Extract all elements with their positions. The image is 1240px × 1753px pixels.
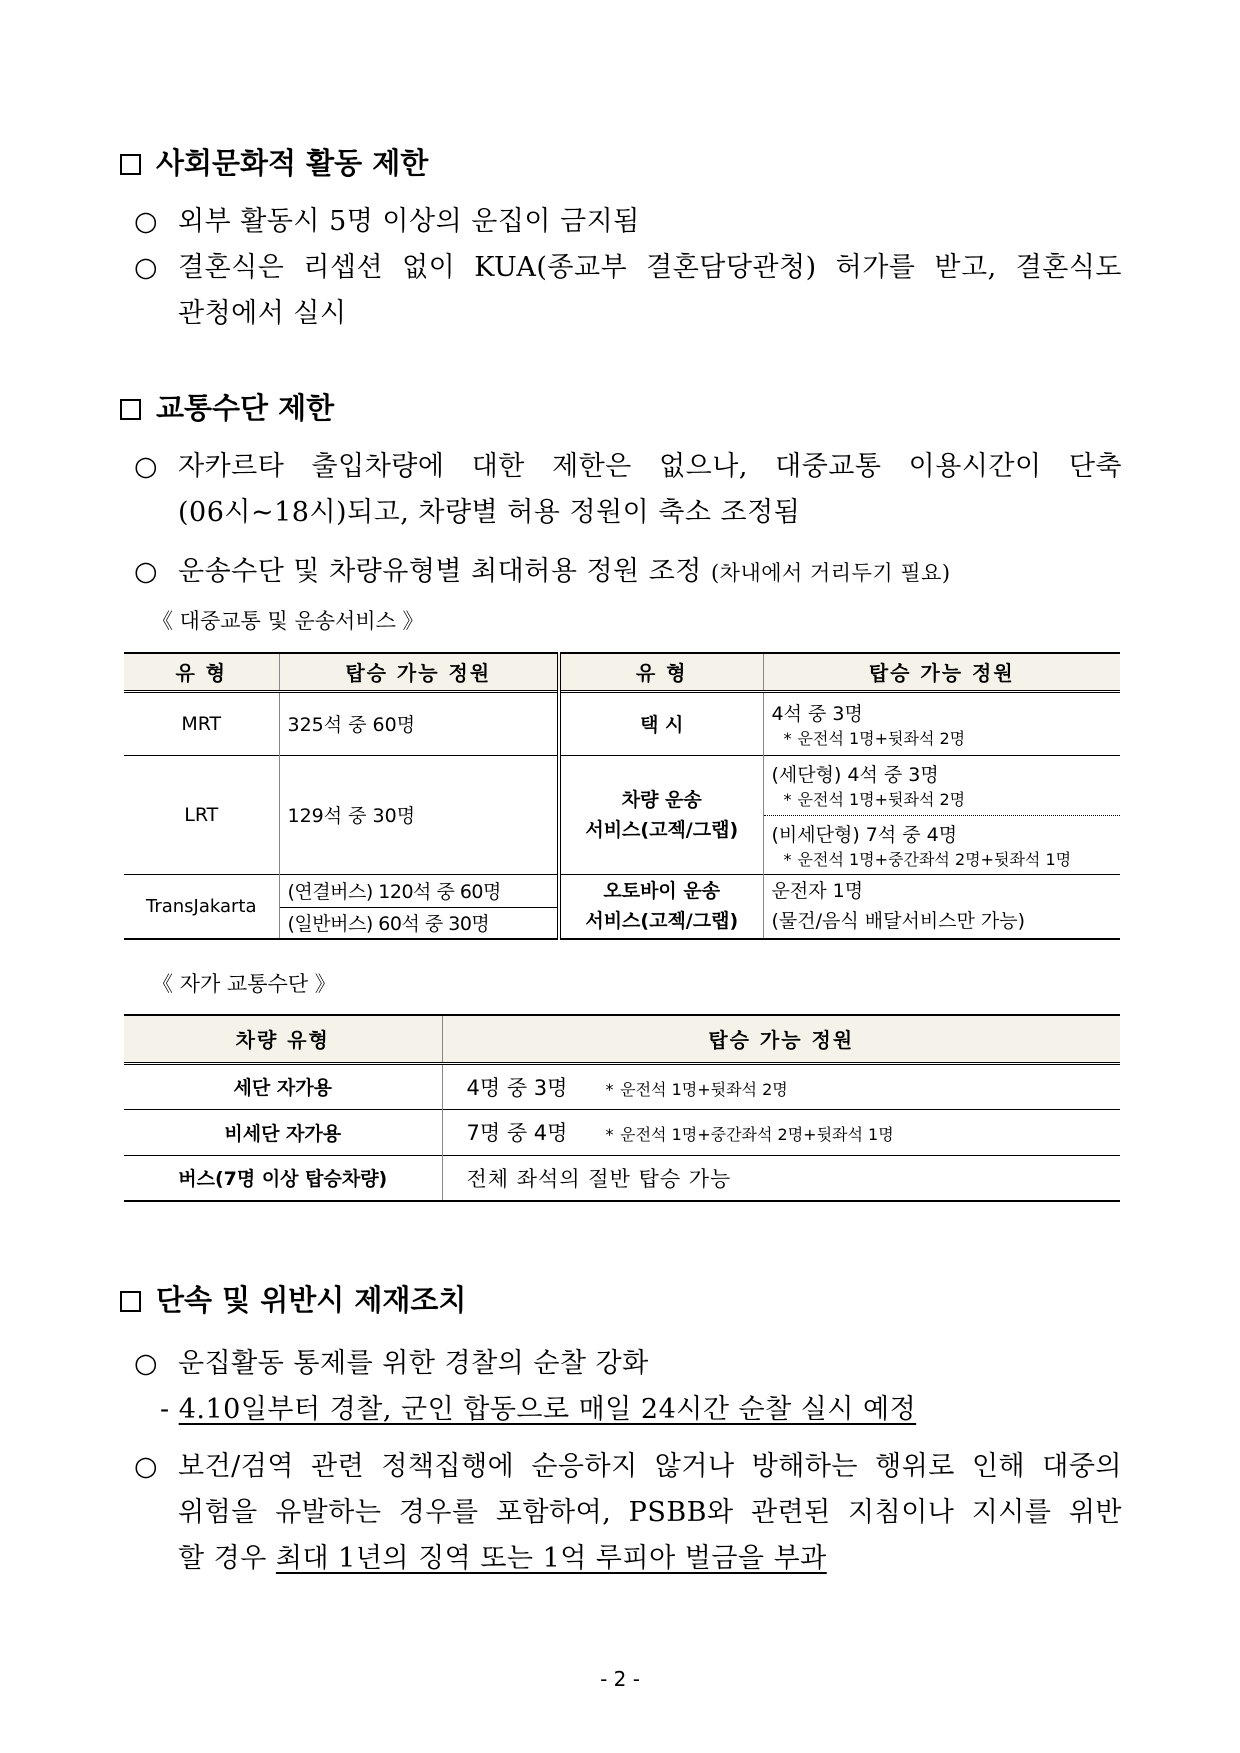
type-cell: TransJakarta xyxy=(124,874,279,939)
checkbox-square-icon xyxy=(120,1291,141,1312)
capacity-note: 운전석 1명+중간좌석 2명+뒷좌석 1명 xyxy=(620,1125,894,1144)
table-row xyxy=(124,1063,1120,1109)
private-transport-title: 《 자가 교통수단 》 xyxy=(152,972,336,996)
section-heading-transport xyxy=(120,388,334,428)
star-marker: * xyxy=(605,1125,614,1144)
bullet-text xyxy=(178,1536,1122,1582)
capacity-note: 운전석 1명+중간좌석 2명+뒷좌석 1명 xyxy=(797,849,1072,869)
bullet-note: (차내에서 거리두기 필요) xyxy=(710,561,951,585)
type-cell: 비세단 자가용 xyxy=(124,1109,442,1155)
header-cell: 유 형 xyxy=(559,653,763,691)
table-header-row xyxy=(124,653,1120,691)
section-heading-social xyxy=(120,143,428,183)
capacity-text: 4석 중 3명 xyxy=(771,702,863,725)
type-cell xyxy=(559,874,763,939)
table-row xyxy=(124,1109,1120,1155)
capacity-text: (세단형) 4석 중 3명 xyxy=(771,764,939,786)
capacity-text: 7명 중 4명 xyxy=(466,1121,568,1145)
table-row xyxy=(124,874,1120,907)
bullet-line: 보건/검역 관련 정책집행에 순응하지 않거나 방해하는 행위로 인해 대중의 xyxy=(178,1451,1122,1482)
bullet-item xyxy=(134,245,1122,337)
capacity-note: 운전석 1명+뒷좌석 2명 xyxy=(620,1079,788,1099)
bullet-line: 결혼식은 리셉션 없이 KUA(종교부 결혼담당관청) 허가를 받고, 결혼식도 xyxy=(178,252,1122,283)
table-row xyxy=(124,1155,1120,1201)
bullet-item xyxy=(134,199,1122,245)
capacity-note: 운전석 1명+뒷좌석 2명 xyxy=(797,728,966,748)
checkbox-square-icon xyxy=(120,399,141,420)
type-text: 서비스(고젝/그랩) xyxy=(585,818,739,841)
bullet-underlined-text: 최대 1년의 징역 또는 1억 루피아 벌금을 부과 xyxy=(275,1543,827,1574)
circle-bullet-icon: ○ xyxy=(134,252,158,283)
bullet-text xyxy=(178,1444,1122,1490)
type-text: 오토바이 운송 xyxy=(603,880,721,903)
capacity-text: 4명 중 3명 xyxy=(466,1075,568,1100)
bullet-text xyxy=(178,490,1122,536)
bullet-text xyxy=(178,245,1122,291)
capacity-cell xyxy=(763,815,1120,874)
bullet-line: 관청에서 실시 xyxy=(178,298,347,329)
private-transport-table xyxy=(124,1014,1120,1202)
bullet-item xyxy=(134,1444,1122,1582)
capacity-cell: 전체 좌석의 절반 탑승 가능 xyxy=(466,1166,732,1191)
bullet-line: 자카르타 출입차량에 대한 제한은 없으나, 대중교통 이용시간이 단축 xyxy=(178,451,1122,482)
section-heading-text: 교통수단 제한 xyxy=(156,391,335,425)
section-heading-text: 단속 및 위반시 제재조치 xyxy=(156,1283,467,1317)
capacity-cell: (일반버스) 60석 중 30명 xyxy=(279,907,559,939)
dash-marker: - xyxy=(160,1394,170,1425)
capacity-cell xyxy=(763,874,1120,939)
bullet-line: 위험을 유발하는 경우를 포함하여, PSBB와 관련된 지침이나 지시를 위반 xyxy=(178,1497,1122,1528)
table-row xyxy=(124,691,1120,755)
bullet-line: 운송수단 및 차량유형별 최대허용 정원 조정 xyxy=(178,556,702,587)
bullet-line: 운집활동 통제를 위한 경찰의 순찰 강화 xyxy=(178,1348,649,1379)
dash-item xyxy=(160,1387,916,1433)
capacity-cell xyxy=(442,1063,1120,1109)
checkbox-square-icon xyxy=(120,154,141,175)
star-marker: * xyxy=(605,1079,614,1099)
header-cell: 차량 유형 xyxy=(124,1015,442,1063)
bullet-item xyxy=(134,1341,1122,1387)
bullet-text xyxy=(178,199,1122,245)
public-transport-table xyxy=(124,652,1120,940)
bullet-item xyxy=(134,549,1122,596)
type-cell: 버스(7명 이상 탑승차량) xyxy=(124,1155,442,1201)
capacity-text: (비세단형) 7석 중 4명 xyxy=(771,823,958,846)
bullet-text xyxy=(178,1490,1122,1536)
type-text: 차량 운송 xyxy=(621,788,702,811)
public-transport-title: 《 대중교통 및 운송서비스 》 xyxy=(152,609,424,633)
circle-bullet-icon: ○ xyxy=(134,1451,158,1482)
bullet-item xyxy=(134,444,1122,536)
dash-text: 4.10일부터 경찰, 군인 합동으로 매일 24시간 순찰 실시 예정 xyxy=(178,1394,917,1425)
page-number: - 2 - xyxy=(600,1667,640,1691)
bullet-text xyxy=(178,549,1122,596)
capacity-text: 운전자 1명 xyxy=(771,880,864,903)
header-cell: 유 형 xyxy=(124,653,279,691)
star-marker: * xyxy=(783,849,792,869)
section-heading-text: 사회문화적 활동 제한 xyxy=(156,146,429,180)
capacity-cell xyxy=(442,1109,1120,1155)
header-cell: 탑승 가능 정원 xyxy=(763,653,1120,691)
star-marker: * xyxy=(783,728,792,748)
star-marker: * xyxy=(783,790,792,809)
capacity-note: 운전석 1명+뒷좌석 2명 xyxy=(797,790,966,809)
table-row xyxy=(124,755,1120,815)
capacity-cell xyxy=(763,755,1120,815)
section-heading-enforcement xyxy=(120,1280,466,1320)
circle-bullet-icon: ○ xyxy=(134,206,158,237)
bullet-line: (06시~18시)되고, 차량별 허용 정원이 축소 조정됨 xyxy=(178,497,801,528)
bullet-text xyxy=(178,1341,1122,1387)
type-cell: MRT xyxy=(124,691,279,755)
type-text: 서비스(고젝/그랩) xyxy=(585,910,739,933)
capacity-cell: 325석 중 60명 xyxy=(279,691,559,755)
capacity-cell: (연결버스) 120석 중 60명 xyxy=(279,874,559,907)
bullet-line: 할 경우 xyxy=(178,1543,276,1574)
capacity-text: (물건/음식 배달서비스만 가능) xyxy=(771,910,1026,933)
circle-bullet-icon: ○ xyxy=(134,1348,158,1379)
capacity-cell xyxy=(763,691,1120,755)
bullet-text xyxy=(178,291,1122,337)
table-header-row xyxy=(124,1015,1120,1063)
header-cell: 탑승 가능 정원 xyxy=(442,1015,1120,1063)
header-cell: 탑승 가능 정원 xyxy=(279,653,559,691)
bullet-line: 외부 활동시 5명 이상의 운집이 금지됨 xyxy=(178,206,640,237)
circle-bullet-icon: ○ xyxy=(134,451,158,482)
circle-bullet-icon: ○ xyxy=(134,556,158,587)
capacity-cell: 129석 중 30명 xyxy=(279,755,559,874)
type-cell: LRT xyxy=(124,755,279,874)
type-cell: 세단 자가용 xyxy=(124,1063,442,1109)
bullet-text xyxy=(178,444,1122,490)
type-cell: 택 시 xyxy=(559,691,763,755)
type-cell xyxy=(559,755,763,874)
